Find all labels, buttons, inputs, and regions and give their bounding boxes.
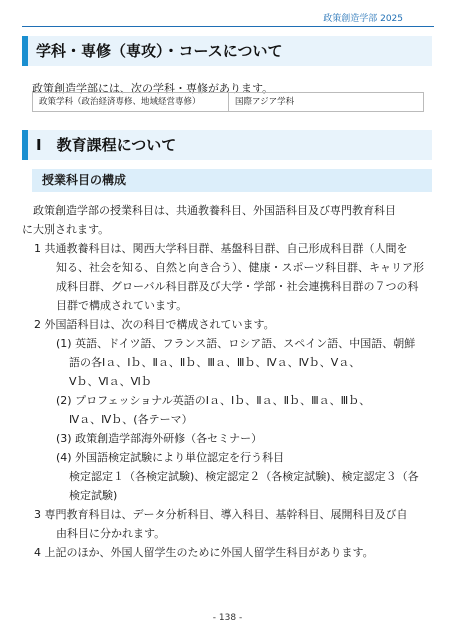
list-item-line: 2 外国語科目は、次の科目で構成されています。 bbox=[34, 318, 275, 331]
running-header: 政策創造学部 2025 bbox=[323, 14, 403, 24]
sub-item-line: Ⅳａ、Ⅳｂ、(各テーマ） bbox=[69, 413, 193, 426]
list-item-line: 4 上記のほか、外国人留学生のために外国人留学生科目があります。 bbox=[34, 546, 374, 559]
sub-item-line: (4) 外国語検定試験により単位認定を行う科目 bbox=[56, 451, 285, 464]
departments-intro: 政策創造学部には、次の学科・専修があります。 bbox=[32, 82, 274, 95]
paragraph-line: に大別されます。 bbox=[22, 223, 110, 236]
department-cell: 政策学科（政治経済専修、地域経営専修） bbox=[33, 93, 229, 111]
section-heading-departments: 学科・専修（専攻）・コースについて bbox=[22, 36, 432, 66]
department-cell: 国際アジア学科 bbox=[235, 97, 295, 107]
sub-item-line: (2) プロフェッショナル英語のⅠａ、Ⅰｂ、Ⅱａ、Ⅱｂ、Ⅲａ、Ⅲｂ、 bbox=[56, 394, 371, 407]
section-heading-curriculum: Ⅰ 教育課程について bbox=[22, 130, 432, 160]
list-item-line: 知る、社会を知る、自然と向き合う）、健康・スポーツ科目群、キャリア形 bbox=[56, 261, 425, 274]
sub-item-line: (3) 政策創造学部海外研修（各セミナー） bbox=[56, 432, 263, 445]
list-item-line: 由科目に分かれます。 bbox=[56, 527, 166, 540]
sub-item-line: Ⅴｂ、Ⅵａ、Ⅵｂ bbox=[69, 375, 152, 388]
sub-item-line: (1) 英語、ドイツ語、フランス語、ロシア語、スペイン語、中国語、朝鮮 bbox=[56, 337, 416, 350]
list-item-line: 目群で構成されています。 bbox=[56, 299, 188, 312]
list-item-line: 3 専門教育科目は、データ分析科目、導入科目、基幹科目、展開科目及び自 bbox=[34, 508, 408, 521]
list-item-line: 成科目群、グローバル科目群及び大学・学部・社会連携科目群の７つの科 bbox=[56, 280, 419, 293]
departments-table bbox=[32, 92, 424, 112]
sub-item-line: 語の各Ⅰａ、Ⅰｂ、Ⅱａ、Ⅱｂ、Ⅲａ、Ⅲｂ、Ⅳａ、Ⅳｂ、Ⅴａ、 bbox=[69, 356, 361, 369]
header-rule bbox=[22, 26, 434, 27]
sub-item-line: 検定認定１（各検定試験)、検定認定２（各検定試験)、検定認定３（各 bbox=[69, 470, 419, 483]
curriculum-body bbox=[22, 201, 432, 562]
paragraph-line: 政策創造学部の授業科目は、共通教養科目、外国語科目及び専門教育科目 bbox=[22, 204, 396, 217]
subheading-course-structure: 授業科目の構成 bbox=[32, 169, 432, 192]
sub-item-line: 検定試験) bbox=[69, 489, 118, 502]
list-item-line: 1 共通教養科目は、関西大学科目群、基盤科目群、自己形成科目群（人間を bbox=[34, 242, 408, 255]
page-number: - 138 - bbox=[212, 613, 243, 623]
